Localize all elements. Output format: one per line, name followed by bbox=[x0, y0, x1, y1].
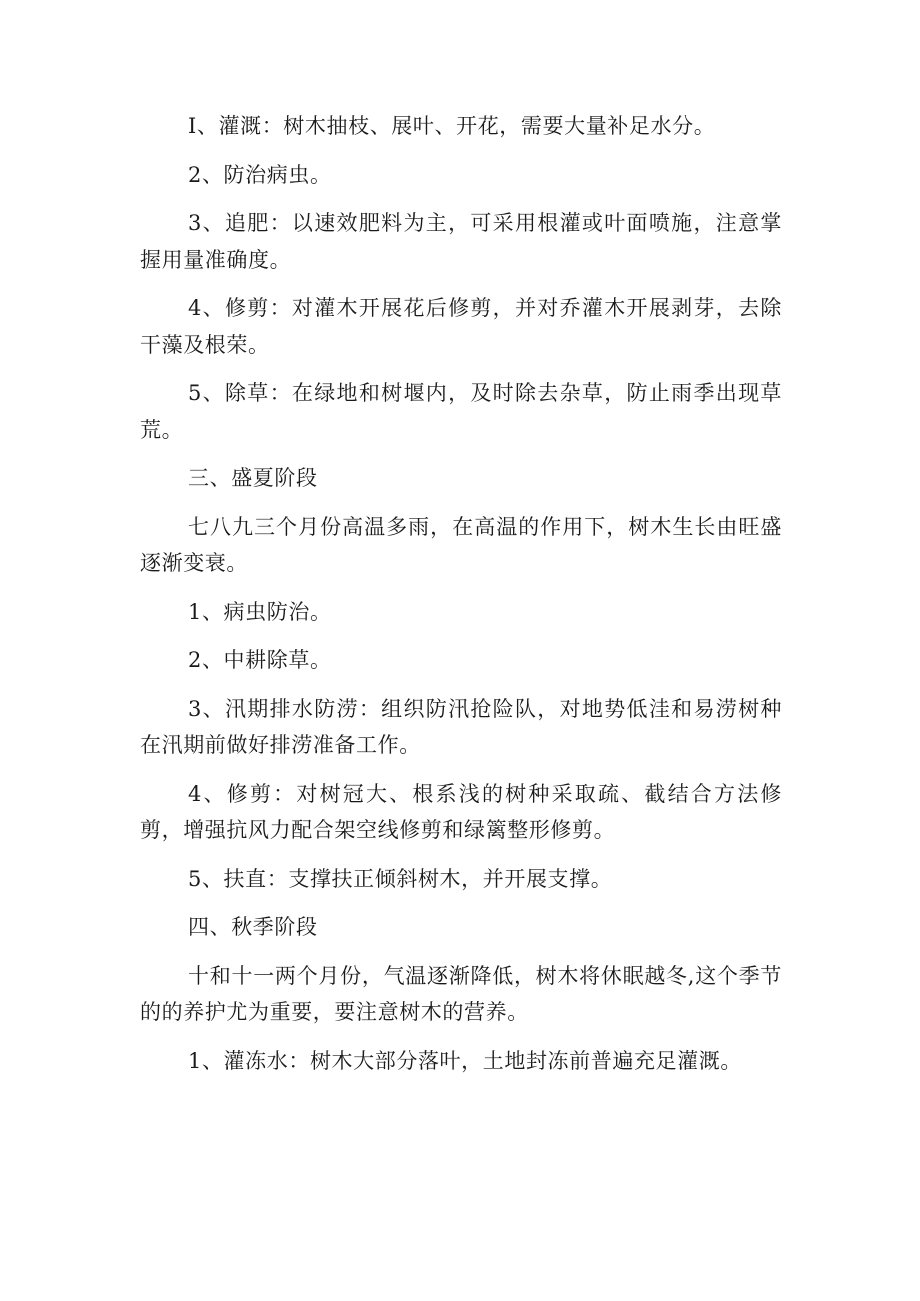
paragraph-fertilizing: 3、追肥：以速效肥料为主，可采用根灌或叶面喷施，注意掌握用量准确度。 bbox=[140, 211, 782, 272]
paragraph-summer-weeding: 2、中耕除草。 bbox=[188, 648, 332, 672]
paragraph-midsummer-intro: 七八九三个月份高温多雨，在高温的作用下，树木生长由旺盛逐渐变衰。 bbox=[140, 514, 782, 575]
paragraph-pest-control: 2、防治病虫。 bbox=[188, 162, 332, 187]
document-body bbox=[140, 108, 782, 1091]
paragraph-flood-control: 3、汛期排水防涝：组织防汛抢险队，对地势低洼和易涝树种在汛期前做好排涝准备工作。 bbox=[140, 696, 782, 757]
paragraph-weeding: 5、除草：在绿地和树堰内，及时除去杂草，防止雨季出现草荒。 bbox=[140, 381, 782, 442]
section-heading-midsummer: 三、盛夏阶段 bbox=[188, 466, 318, 490]
paragraph-pruning: 4、修剪：对灌木开展花后修剪，并对乔灌木开展剥芽，去除干藻及根荣。 bbox=[140, 296, 782, 357]
paragraph-autumn-intro: 十和十一两个月份，气温逐渐降低，树木将休眠越冬,这个季节的的养护尤为重要，要注意树木的营养。 bbox=[140, 963, 782, 1024]
paragraph-winter-watering: 1、灌冻水：树木大部分落叶，土地封冻前普遍充足灌溉。 bbox=[188, 1048, 742, 1073]
paragraph-straightening: 5、扶直：支撑扶正倾斜树木，并开展支撑。 bbox=[188, 866, 613, 891]
section-heading-autumn: 四、秋季阶段 bbox=[188, 915, 318, 939]
paragraph-irrigation: I、灌溉：树木抽枝、展叶、开花，需要大量补足水分。 bbox=[188, 114, 716, 138]
paragraph-summer-pest-control: 1、病虫防治。 bbox=[188, 599, 332, 624]
paragraph-summer-pruning: 4、修剪：对树冠大、根系浅的树种采取疏、截结合方法修剪，增强抗风力配合架空线修剪和绿篱整形修剪。 bbox=[140, 781, 782, 842]
